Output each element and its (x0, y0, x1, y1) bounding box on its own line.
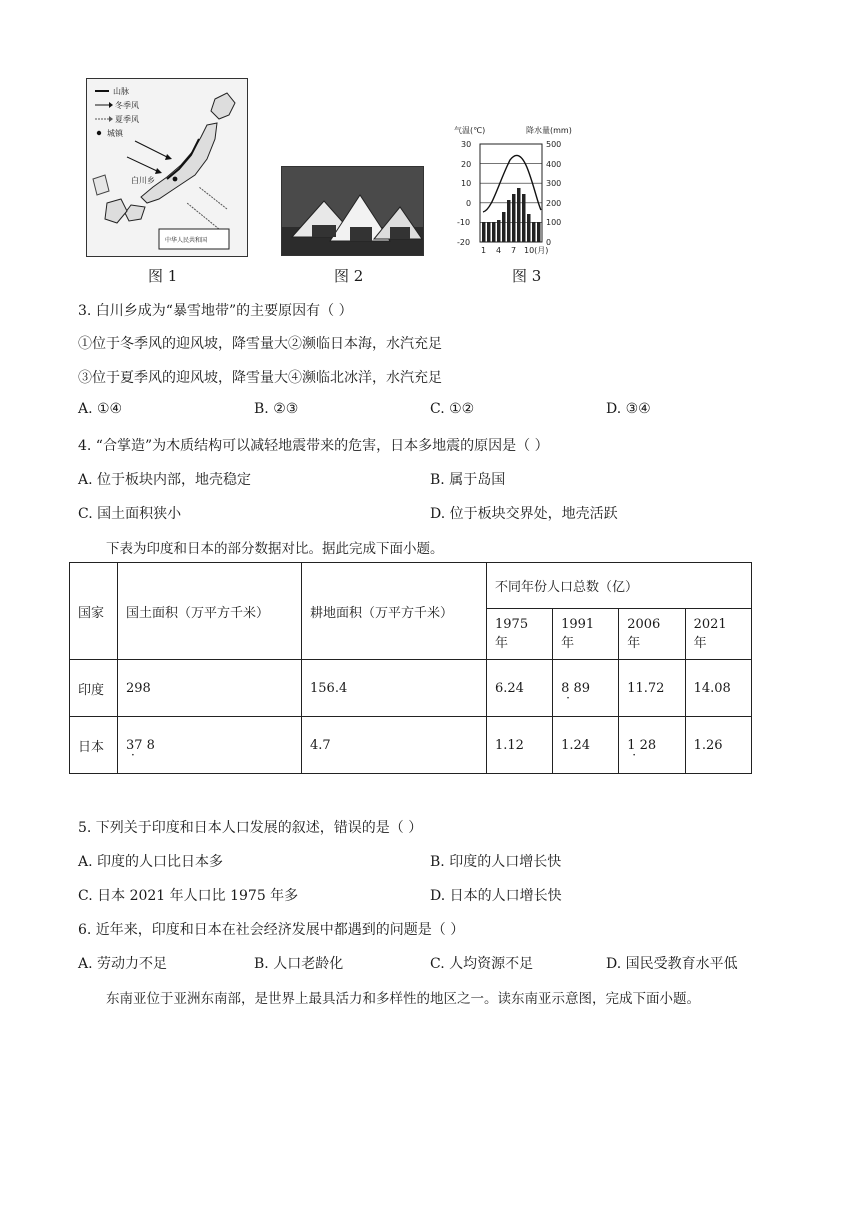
x-tick: 4 (496, 246, 502, 255)
pop-1975-cell: 6.24 (487, 660, 553, 717)
legend-winter-wind: 冬季风 (115, 101, 139, 110)
figure-1-caption: 图 1 (148, 267, 178, 285)
header-year-1991: 1991 年 (553, 609, 619, 660)
figure-3-caption: 图 3 (512, 267, 542, 285)
farmland-cell: 4.7 (302, 717, 487, 774)
pop-2006-cell (619, 717, 685, 774)
q3-option-a[interactable]: A. ①④ (78, 401, 123, 417)
header-farmland: 耕地面积（万平方千米） (302, 563, 487, 660)
precip-bar (482, 222, 486, 242)
q5-option-d[interactable]: D. 日本的人口增长快 (430, 888, 562, 904)
table-row (70, 660, 752, 717)
legend-mountain: 山脉 (113, 87, 129, 96)
q5-stem: 5. 下列关于印度和日本人口发展的叙述，错误的是（ ） (78, 820, 423, 836)
precip-bar (527, 214, 531, 242)
inset-label: 中华人民共和国 (165, 237, 208, 244)
q6-option-a[interactable]: A. 劳动力不足 (78, 956, 168, 972)
header-year-1975: 1975 年 (487, 609, 553, 660)
legend-summer-wind: 夏季风 (115, 115, 139, 124)
precip-bar (522, 194, 526, 242)
precip-bar (502, 212, 506, 242)
gassho-houses-photo (282, 167, 423, 255)
x-tick: 1 (481, 246, 487, 255)
left-tick: 20 (461, 160, 472, 169)
precip-bar (497, 220, 501, 242)
pop-2006-cell: 11.72 (619, 660, 685, 717)
country-cell: 印度 (70, 660, 118, 717)
area-value: 37 8 · (126, 738, 155, 753)
q4-option-d[interactable]: D. 位于板块交界处，地壳活跃 (430, 506, 618, 522)
right-tick: 400 (546, 160, 562, 169)
pop-2021-cell: 14.08 (685, 660, 751, 717)
right-tick: 100 (546, 218, 562, 227)
x-tick: 7 (511, 246, 517, 255)
right-tick: 500 (546, 140, 562, 149)
left-tick: -10 (457, 218, 471, 227)
q4-option-a[interactable]: A. 位于板块内部，地壳稳定 (78, 472, 252, 488)
precip-bar (492, 222, 496, 242)
q6-stem: 6. 近年来，印度和日本在社会经济发展中都遇到的问题是（ ） (78, 922, 465, 938)
header-population: 不同年份人口总数（亿） (487, 563, 752, 609)
q6-option-c[interactable]: C. 人均资源不足 (430, 956, 534, 972)
q4-option-c[interactable]: C. 国土面积狭小 (78, 506, 182, 522)
table-intro: 下表为印度和日本的部分数据对比。据此完成下面小题。 (106, 541, 444, 557)
japan-map-drawing (87, 79, 247, 256)
x-tick: 10(月) (524, 246, 549, 255)
precip-bar (537, 222, 541, 242)
area-cell (118, 717, 302, 774)
q3-stem: 3. 白川乡成为“暴雪地带”的主要原因有（ ） (78, 303, 353, 319)
q3-statement-line-2: ③位于夏季风的迎风坡，降雪量大④濒临北冰洋，水汽充足 (78, 370, 442, 386)
pop-1991-value: 8 89 · (561, 681, 590, 696)
figure-1-map (86, 78, 248, 257)
q3-option-b[interactable]: B. ②③ (254, 401, 299, 417)
pop-1991-cell (553, 660, 619, 717)
southeast-asia-intro: 东南亚位于亚洲东南部，是世界上最具活力和多样性的地区之一。读东南亚示意图，完成下面小题。 (106, 991, 700, 1007)
header-year-2021: 2021 年 (685, 609, 751, 660)
left-tick: -20 (457, 238, 471, 247)
right-tick: 200 (546, 199, 562, 208)
legend-town: 城镇 (107, 129, 123, 138)
q3-option-c[interactable]: C. ①② (430, 401, 475, 417)
figure-3-climate-chart (452, 124, 582, 256)
pop-2006-value: 1 28 · (627, 738, 656, 753)
left-axis-title: 气温(℃) (454, 126, 486, 135)
figure-2-caption: 图 2 (334, 267, 364, 285)
precip-bar (487, 222, 491, 242)
left-tick: 0 (466, 199, 472, 208)
pop-1991-cell: 1.24 (553, 717, 619, 774)
q3-option-d[interactable]: D. ③④ (606, 401, 651, 417)
precip-bar (507, 200, 511, 242)
precip-bar (517, 188, 521, 242)
q5-option-a[interactable]: A. 印度的人口比日本多 (78, 854, 224, 870)
climate-chart-svg (452, 124, 582, 256)
q4-stem: 4. “合掌造”为木质结构可以减轻地震带来的危害，日本多地震的原因是（ ） (78, 438, 549, 454)
right-tick: 0 (546, 238, 552, 247)
figure-2-photo (281, 166, 424, 256)
data-table (69, 562, 752, 774)
header-year-2006: 2006 年 (619, 609, 685, 660)
header-country: 国家 (70, 563, 118, 660)
left-tick: 30 (461, 140, 472, 149)
right-axis-title: 降水量(mm) (526, 126, 572, 135)
pop-2021-cell: 1.26 (685, 717, 751, 774)
farmland-cell: 156.4 (302, 660, 487, 717)
right-tick: 300 (546, 179, 562, 188)
country-cell: 日本 (70, 717, 118, 774)
q6-option-d[interactable]: D. 国民受教育水平低 (606, 956, 738, 972)
precip-bar (512, 194, 516, 242)
q5-option-b[interactable]: B. 印度的人口增长快 (430, 854, 562, 870)
table-row (70, 717, 752, 774)
shirakawa-label: 白川乡 (131, 176, 155, 185)
pop-1975-cell: 1.12 (487, 717, 553, 774)
precip-bar (532, 222, 536, 242)
area-cell: 298 (118, 660, 302, 717)
q6-option-b[interactable]: B. 人口老龄化 (254, 956, 344, 972)
left-tick: 10 (461, 179, 472, 188)
header-area: 国土面积（万平方千米） (118, 563, 302, 660)
q5-option-c[interactable]: C. 日本 2021 年人口比 1975 年多 (78, 888, 299, 904)
q4-option-b[interactable]: B. 属于岛国 (430, 472, 506, 488)
q3-statement-line-1: ①位于冬季风的迎风坡，降雪量大②濒临日本海，水汽充足 (78, 336, 442, 352)
